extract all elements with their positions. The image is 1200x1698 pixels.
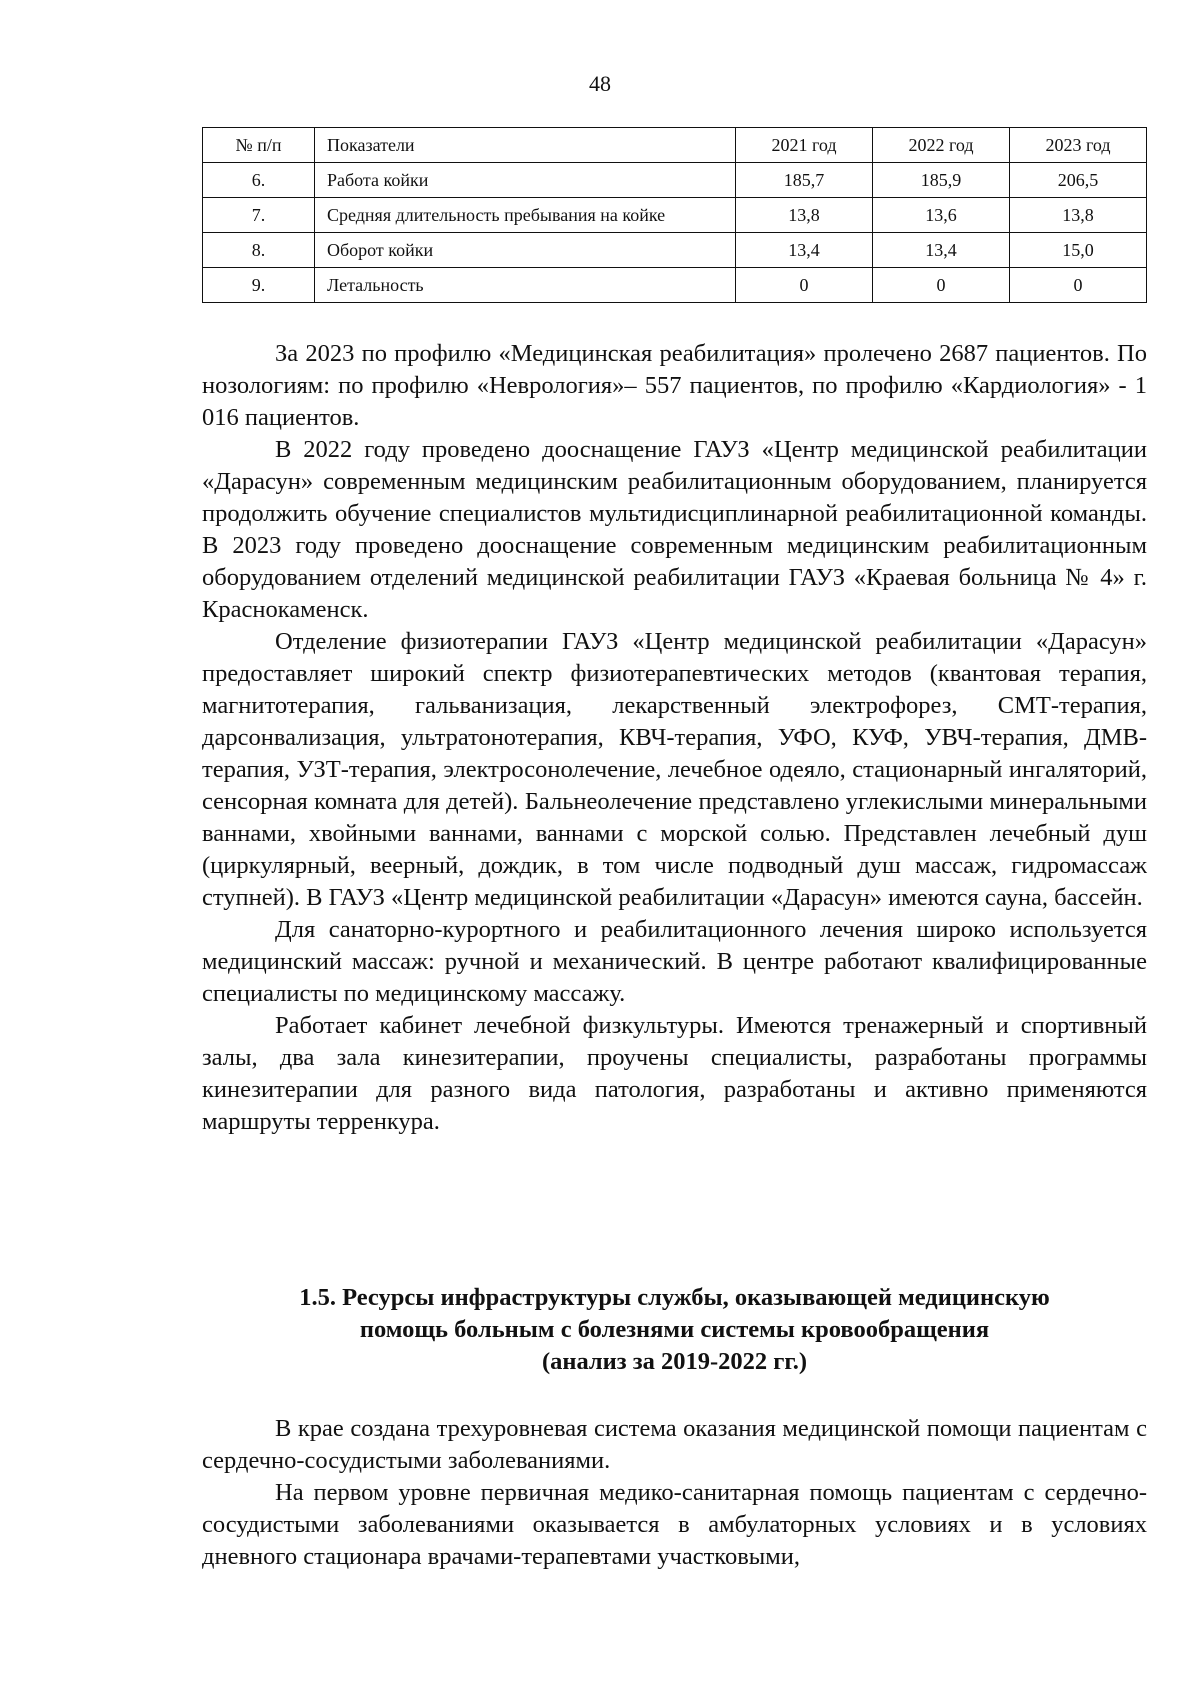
row-indicator: Работа койки [315, 163, 736, 198]
header-num: № п/п [203, 128, 315, 163]
section-body-text [202, 1413, 1147, 1573]
section-heading-line: (анализ за 2019-2022 гг.) [541, 1348, 808, 1375]
header-2022: 2022 год [873, 128, 1010, 163]
page-number: 48 [589, 71, 611, 96]
header-2021: 2021 год [736, 128, 873, 163]
row-indicator: Средняя длительность пребывания на койке [315, 198, 736, 233]
header-2023: 2023 год [1010, 128, 1147, 163]
row-indicator: Оборот койки [315, 233, 736, 268]
row-value-2022: 13,6 [873, 198, 1010, 233]
section-heading-line: помощь больным с болезнями системы кровообращения [359, 1316, 990, 1343]
paragraph-massage: Для санаторно-курортного и реабилитационного лечения широко используется медицинский массаж: ручной и механический. В центре работают квалифицированные специалисты по медицинскому массажу. [202, 916, 1147, 1007]
paragraph-first-level: На первом уровне первичная медико-санитарная помощь пациентам с сердечно-сосудистыми заболеваниями оказывается в амбулаторных условиях и в условиях дневного стационара врачами-терапевтами участковыми, [202, 1479, 1147, 1570]
row-value-2023: 0 [1010, 268, 1147, 303]
row-indicator: Летальность [315, 268, 736, 303]
row-value-2021: 185,7 [736, 163, 873, 198]
row-value-2022: 13,4 [873, 233, 1010, 268]
row-value-2021: 13,4 [736, 233, 873, 268]
table-row [203, 198, 1147, 233]
table-row [203, 233, 1147, 268]
indicators-table [202, 127, 1147, 303]
table-row [203, 163, 1147, 198]
paragraph-equipment: В 2022 году проведено дооснащение ГАУЗ «Центр медицинской реабилитации «Дарасун» современным медицинским реабилитационным оборудованием, планируется продолжить обучение специалистов мультидисциплинарной реабилитационной команды. В 2023 году проведено дооснащение современным медицинским реабилитационным оборудованием отделений медицинской реабилитации ГАУЗ «Краевая больница № 4» г. Краснокаменск. [202, 436, 1147, 623]
row-value-2021: 13,8 [736, 198, 873, 233]
row-value-2023: 13,8 [1010, 198, 1147, 233]
row-value-2022: 185,9 [873, 163, 1010, 198]
row-num: 8. [203, 233, 315, 268]
paragraph-physiotherapy: Отделение физиотерапии ГАУЗ «Центр медицинской реабилитации «Дарасун» предоставляет широкий спектр физиотерапевтических методов (квантовая терапия, магнитотерапия, гальванизация, лекарственный электрофорез, СМТ-терапия, дарсонвализация, ультратонотерапия, КВЧ-терапия, УФО, КУФ, УВЧ-терапия, ДМВ-терапия, УЗТ-терапия, электросонолечение, лечебное одеяло, стационарный ингаляторий, сенсорная комната для детей). Бальнеолечение представлено углекислыми минеральными ваннами, хвойными ваннами, ваннами с морской солью. Представлен лечебный душ (циркулярный, веерный, дождик, в том числе подводный душ массаж, гидромассаж ступней). В ГАУЗ «Центр медицинской реабилитации «Дарасун» имеются сауна, бассейн. [202, 628, 1147, 911]
paragraph-three-level-system: В крае создана трехуровневая система оказания медицинской помощи пациентам с сердечно-сосудистыми заболеваниями. [202, 1415, 1147, 1474]
table-row [203, 268, 1147, 303]
row-value-2023: 15,0 [1010, 233, 1147, 268]
row-value-2022: 0 [873, 268, 1010, 303]
row-num: 7. [203, 198, 315, 233]
table-header-row [203, 128, 1147, 163]
section-heading-line: 1.5. Ресурсы инфраструктуры службы, оказывающей медицинскую [299, 1284, 1050, 1311]
section-heading [202, 1282, 1147, 1378]
row-value-2021: 0 [736, 268, 873, 303]
paragraph-rehab-2023: За 2023 по профилю «Медицинская реабилитация» пролечено 2687 пациентов. По нозологиям: по профилю «Неврология»– 557 пациентов, по профилю «Кардиология» - 1 016 пациентов. [202, 340, 1147, 431]
header-indicator: Показатели [315, 128, 736, 163]
body-text [202, 338, 1147, 1138]
row-num: 6. [203, 163, 315, 198]
paragraph-exercise-therapy: Работает кабинет лечебной физкультуры. Имеются тренажерный и спортивный залы, два зала кинезитерапии, проучены специалисты, разработаны программы кинезитерапии для разного вида патология, разработаны и активно применяются маршруты терренкура. [202, 1012, 1147, 1135]
row-value-2023: 206,5 [1010, 163, 1147, 198]
row-num: 9. [203, 268, 315, 303]
